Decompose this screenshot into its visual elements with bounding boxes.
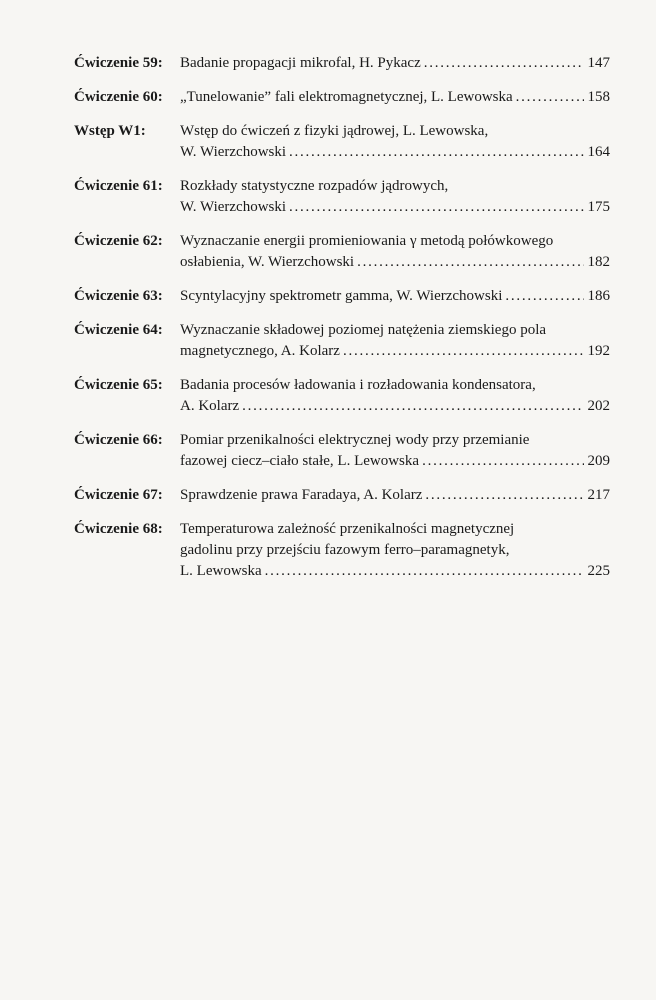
toc-last-line [180,252,610,273]
toc-entry [74,87,610,108]
toc-title-line: Badanie propagacji mikrofal, H. Pykacz [180,55,421,71]
toc-page-number: 209 [587,453,610,469]
toc-title-line: Sprawdzenie prawa Faradaya, A. Kolarz [180,487,423,503]
toc-page-number: 147 [587,55,610,71]
toc-page-number: 164 [587,144,610,160]
toc-title-line: gadolinu przy przejściu fazowym ferro–paramagnetyk, [180,542,510,558]
toc-title-line: fazowej ciecz–ciało stałe, L. Lewowska [180,453,420,469]
toc-title-line: L. Lewowska [180,563,262,579]
toc-title-line: Badania procesów ładowania i rozładowania kondensatora, [180,377,536,393]
toc-entry-title [180,87,610,108]
toc-entry [74,231,610,273]
toc-entry-title [180,519,610,582]
toc-entry [74,430,610,472]
toc-entry-label: Ćwiczenie 61: [74,178,163,194]
dot-leader [421,53,584,74]
toc-page-number: 182 [587,254,610,270]
toc-entry [74,286,610,307]
toc-entry [74,176,610,218]
toc-entry [74,121,610,163]
toc-entry-title [180,485,610,506]
toc-entry [74,375,610,417]
toc-title-line: Wstęp do ćwiczeń z fizyki jądrowej, L. Lewowska, [180,123,489,139]
toc-entry-title [180,53,610,74]
toc-entry-title [180,231,610,273]
dot-leader [354,252,584,273]
toc-last-line [180,451,610,472]
toc-title-line: W. Wierzchowski [180,144,287,160]
toc-entry-label: Ćwiczenie 66: [74,432,163,448]
toc-entry-title [180,320,610,362]
toc-page-number: 186 [587,288,610,304]
toc-entry [74,519,610,582]
toc-last-line [180,53,610,74]
toc-title-line: A. Kolarz [180,398,240,414]
toc-page-number: 217 [587,487,610,503]
toc-entry-label: Ćwiczenie 59: [74,55,163,71]
dot-leader [286,142,584,163]
dot-leader [340,341,584,362]
toc-page-number: 225 [587,563,610,579]
toc-title-line: W. Wierzchowski [180,199,287,215]
dot-leader [513,87,584,108]
dot-leader [286,197,584,218]
dot-leader [419,451,584,472]
toc-entry-label: Ćwiczenie 68: [74,521,163,537]
toc-title-line: Wyznaczanie energii promieniowania γ metodą połówkowego [180,233,554,249]
dot-leader [239,396,584,417]
toc-title-line: „Tunelowanie” fali elektromagnetycznej, L. Lewowska [180,89,513,105]
toc-title-line: Wyznaczanie składowej poziomej natężenia ziemskiego pola [180,322,547,338]
toc-entry-label: Ćwiczenie 63: [74,288,163,304]
toc-entry-label: Ćwiczenie 62: [74,233,163,249]
toc-title-line: Temperaturowa zależność przenikalności magnetycznej [180,521,515,537]
toc-title-line: Pomiar przenikalności elektrycznej wody przy przemianie [180,432,530,448]
toc-last-line [180,286,610,307]
toc-last-line [180,87,610,108]
toc-title-line: Rozkłady statystyczne rozpadów jądrowych, [180,178,449,194]
toc-last-line [180,561,610,582]
toc-entry-label: Wstęp W1: [74,123,146,139]
toc-entry-title [180,430,610,472]
toc-entry-title [180,375,610,417]
toc-entry-label: Ćwiczenie 65: [74,377,163,393]
toc-entry [74,320,610,362]
toc-entry-title [180,121,610,163]
dot-leader [262,561,584,582]
table-of-contents [74,53,610,595]
toc-last-line [180,197,610,218]
toc-title-line: magnetycznego, A. Kolarz [180,343,340,359]
dot-leader [502,286,584,307]
toc-page-number: 158 [587,89,610,105]
toc-entry-title [180,176,610,218]
toc-title-line: osłabienia, W. Wierzchowski [180,254,355,270]
toc-last-line [180,142,610,163]
toc-last-line [180,485,610,506]
toc-entry [74,53,610,74]
toc-entry-label: Ćwiczenie 64: [74,322,163,338]
toc-page-number: 175 [587,199,610,215]
toc-entry-label: Ćwiczenie 60: [74,89,163,105]
toc-entry-label: Ćwiczenie 67: [74,487,163,503]
toc-entry-title [180,286,610,307]
toc-title-line: Scyntylacyjny spektrometr gamma, W. Wierzchowski [180,288,503,304]
toc-page-number: 202 [587,398,610,414]
toc-page-number: 192 [587,343,610,359]
toc-entry [74,485,610,506]
toc-last-line [180,396,610,417]
toc-last-line [180,341,610,362]
dot-leader [422,485,584,506]
